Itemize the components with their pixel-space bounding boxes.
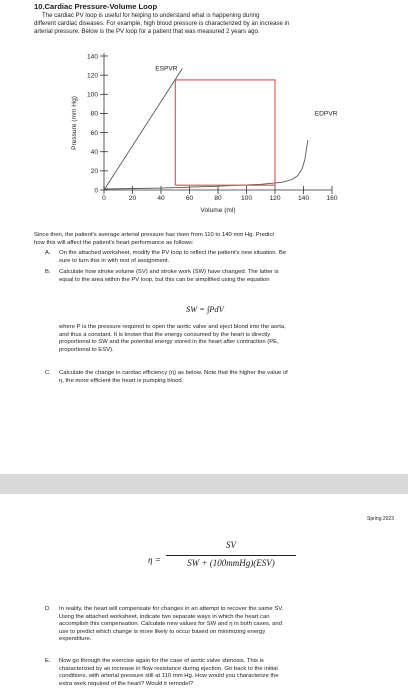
x-axis-label: Volume (ml) <box>200 207 236 214</box>
y-tick-label: 20 <box>90 168 98 176</box>
question-line: use to predict which change is more likely to occur based on minimizing energy <box>59 628 266 635</box>
question-line: extra work required of the heart? Would it remodel? <box>59 680 194 687</box>
question-line: η, the more efficient the heart is pumping blood. <box>59 377 184 384</box>
efficiency-denominator: SW + (100mmHg)(ESV) <box>187 558 275 568</box>
edpvr-annotation: EDPVR <box>314 110 338 118</box>
series-pv-loop <box>175 80 275 185</box>
question-line: On the attached worksheet, modify the PV loop to reflect the patient's new situation. Be <box>59 250 287 256</box>
question-line: characterized by an increase in flow resistance during ejection. Go back to the initial <box>59 665 278 672</box>
problem-title: 10.Cardiac Pressure-Volume Loop <box>34 2 158 11</box>
intro-line: different cardiac diseases. For example, high blood pressure is characterized by an increase in <box>34 20 290 27</box>
x-tick-label: 100 <box>240 195 253 202</box>
where-line: proportional to ESV). <box>59 346 114 353</box>
question-label: E. <box>45 658 51 664</box>
y-tick-label: 60 <box>90 129 98 137</box>
series-edpvr <box>104 140 308 189</box>
y-tick-label: 80 <box>90 110 98 118</box>
where-paragraph <box>59 324 389 354</box>
y-tick-label: 140 <box>86 53 98 61</box>
y-tick-label: 120 <box>86 72 98 80</box>
pv-loop-chart <box>54 50 344 222</box>
x-tick-label: 20 <box>128 195 137 202</box>
question-line: accomplish this compensation. Calculate new values for SW and η in both cases, and <box>59 621 282 628</box>
y-axis-label: Pressure (mm Hg) <box>71 96 78 150</box>
question-label: D. <box>45 606 51 612</box>
question-line: sure to turn this in with rest of assignment. <box>59 257 170 264</box>
question-label: B. <box>45 269 51 275</box>
question-line: In reality, the heart will compensate for changes in an attempt to recover the same SV. <box>59 606 284 612</box>
stroke-work-equation: SW = ∫PdV <box>186 305 224 314</box>
y-tick-label: 40 <box>90 149 98 157</box>
question-line: Calculate the change in cardiac efficiency (η) as below. Note that the higher the value of <box>59 370 288 376</box>
espvr-annotation: ESPVR <box>155 65 178 73</box>
where-line: and thus a constant. It is known that the energy consumed by the heart is directly <box>59 331 271 338</box>
eta-symbol: η = <box>148 555 161 565</box>
y-tick-label: 100 <box>86 91 98 99</box>
series-espvr <box>104 68 182 190</box>
question-line: Using the attached worksheet, indicate two separate ways in which the heart can <box>59 613 270 620</box>
x-tick-label: 120 <box>269 195 281 202</box>
question-line: Now go through the exercise again for the case of aortic valve stenosis. This is <box>59 658 264 664</box>
page-separator <box>0 474 408 494</box>
x-tick-label: 80 <box>214 195 222 202</box>
since-line: Since then, the patient's average arterial pressure has risen from 110 to 140 mm Hg. Predict <box>34 232 275 238</box>
x-tick-label: 140 <box>297 195 310 202</box>
since-line: how this will affect the patient's heart performance as follows: <box>34 239 194 246</box>
question-label: A. <box>45 250 51 256</box>
efficiency-numerator: SV <box>226 540 236 550</box>
x-tick-label: 40 <box>157 195 165 202</box>
season-label: Spring 2023 <box>367 516 394 522</box>
where-line: proportional to SW and the potential energy stored in the heart after contraction (PE, <box>59 339 279 346</box>
where-line: where P is the pressure required to open the aortic valve and eject blood into the aorta, <box>59 324 286 330</box>
since-paragraph <box>34 232 396 247</box>
question-line: expenditure. <box>59 636 92 643</box>
intro-line: arterial pressure. Below is the PV loop for a patient that was measured 2 years ago. <box>34 28 260 35</box>
y-tick-label: 0 <box>94 187 98 195</box>
question-line: equal to the area within the PV loop, but this can be simplified using the equation <box>59 276 270 283</box>
x-tick-label: 60 <box>185 195 194 202</box>
pv-loop-svg <box>54 50 344 222</box>
x-tick-label: 0 <box>102 195 106 202</box>
intro-line: The cardiac PV loop is useful for helping to understand what is happening during <box>42 12 260 19</box>
question-line: Calculate how stroke volume (SV) and stroke work (SW) have changed. The latter is <box>59 269 279 275</box>
x-tick-label: 160 <box>326 195 338 202</box>
question-line: conditions, with arterial pressure still at 110 mm Hg. How would you characterize the <box>59 673 279 680</box>
efficiency-equation <box>148 540 298 582</box>
question-label: C. <box>45 370 51 376</box>
fraction-bar <box>166 555 296 556</box>
intro-paragraph <box>34 12 394 36</box>
